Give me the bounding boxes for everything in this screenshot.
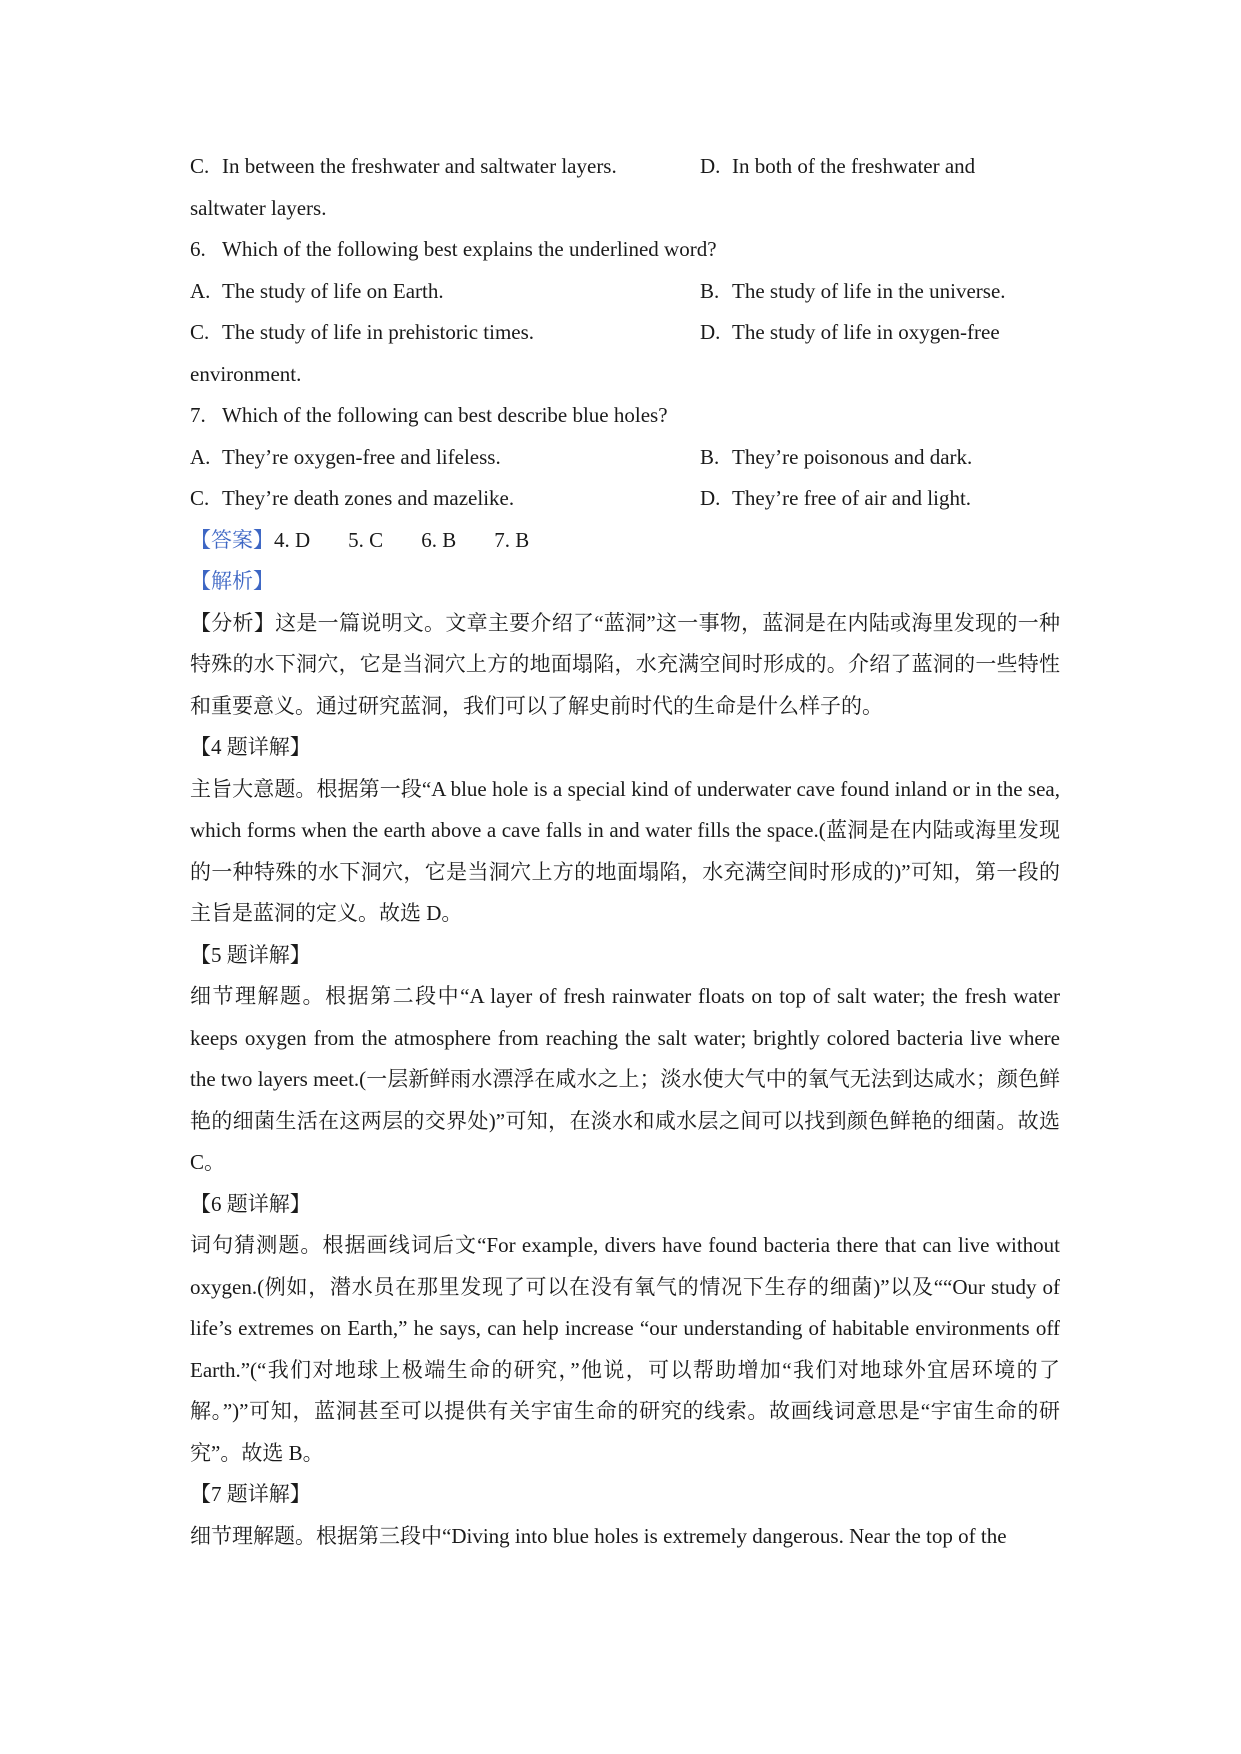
answer-item: 5. C — [348, 527, 384, 552]
detail-5-title: 【5 题详解】 — [190, 942, 311, 967]
q7-options-cd — [190, 478, 1060, 520]
q7-options-ab — [190, 437, 1060, 479]
q5-option-c: C. In between the freshwater and saltwater layers. — [190, 154, 617, 178]
detail-4-title: 【4 题详解】 — [190, 735, 311, 759]
analysis-summary: 【分析】这是一篇说明文。文章主要介绍了“蓝洞”这一事物，蓝洞是在内陆或海里发现的一种特殊的水下洞穴，它是当洞穴上方的地面塌陷，水充满空间时形成的。介绍了蓝洞的一些特性和重要意义。通过研究蓝洞，我们可以了解史前时代的生命是什么样子的。 — [190, 610, 1060, 718]
q6-option-b: B. The study of life in the universe. — [700, 278, 1006, 303]
q6-option-c: C. The study of life in prehistoric times. — [190, 320, 535, 344]
q6-stem: 6. Which of the following best explains the underlined word? — [190, 237, 717, 261]
detail-6-text: 词句猜测题。根据画线词后文“For example, divers have found bacteria there that can live without oxygen.(例如，潜水员在那里发现了可以在没有氧气的情况下生存的细菌)”以及““Our study of life’s extremes on Earth,” he says, can help increase “our understanding of habitable environments off Earth.”(“我们对地球上极端生命的研究，”他说，可以帮助增加“我们对地球外宜居环境的了解。”)”可知，蓝洞甚至可以提供有关宇宙生命的研究的线索。故画线词意思是“宇宙生命的研究”。故选 B。 — [190, 1233, 1060, 1465]
detail-7-text: 细节理解题。根据第三段中“Diving into blue holes is extremely dangerous. Near the top of the — [190, 1523, 1007, 1548]
q5-option-d-continued: saltwater layers. — [190, 195, 327, 220]
page-content — [190, 146, 1060, 1557]
detail-5-text: 细节理解题。根据第二段中“A layer of fresh rainwater floats on top of salt water; the fresh water keeps oxygen from the atmosphere from reaching the salt water; brightly colored bacteria live where the two layers meet.(一层新鲜雨水漂浮在咸水之上；淡水使大气中的氧气无法到达咸水；颜色鲜艳的细菌生活在这两层的交界处)”可知，在淡水和咸水层之间可以找到颜色鲜艳的细菌。故选 C。 — [190, 984, 1060, 1174]
detail-7-title: 【7 题详解】 — [190, 1482, 311, 1506]
q6-option-a: A. The study of life on Earth. — [190, 278, 444, 303]
answer-item: 6. B — [421, 527, 457, 552]
q6-option-d: D. The study of life in oxygen-free — [700, 320, 1000, 344]
q7-stem: 7. Which of the following can best describe blue holes? — [190, 403, 668, 427]
q7-option-d: D. They’re free of air and light. — [700, 486, 972, 510]
q5-options-cd — [190, 146, 1060, 188]
q7-option-b: B. They’re poisonous and dark. — [700, 444, 973, 469]
answer-item: 7. B — [494, 527, 530, 552]
answer-label: 【答案】 — [190, 527, 274, 552]
q6-options-ab — [190, 271, 1060, 313]
detail-6-title: 【6 题详解】 — [190, 1191, 311, 1216]
q6-options-cd — [190, 312, 1060, 354]
q7-option-a: A. They’re oxygen-free and lifeless. — [190, 444, 501, 469]
answer-item: 4. D — [274, 527, 311, 552]
answer-line — [190, 520, 1060, 562]
q7-option-c: C. They’re death zones and mazelike. — [190, 486, 515, 510]
analysis-label: 【解析】 — [190, 569, 274, 593]
q5-option-d: D. In both of the freshwater and — [700, 154, 976, 178]
detail-4-text: 主旨大意题。根据第一段“A blue hole is a special kind of underwater cave found inland or in the sea, which forms when the earth above a cave falls in and water fills the space.(蓝洞是在内陆或海里发现的一种特殊的水下洞穴，它是当洞穴上方的地面塌陷，水充满空间时形成的)”可知，第一段的主旨是蓝洞的定义。故选 D。 — [190, 776, 1060, 925]
q6-option-d-continued: environment. — [190, 361, 302, 386]
